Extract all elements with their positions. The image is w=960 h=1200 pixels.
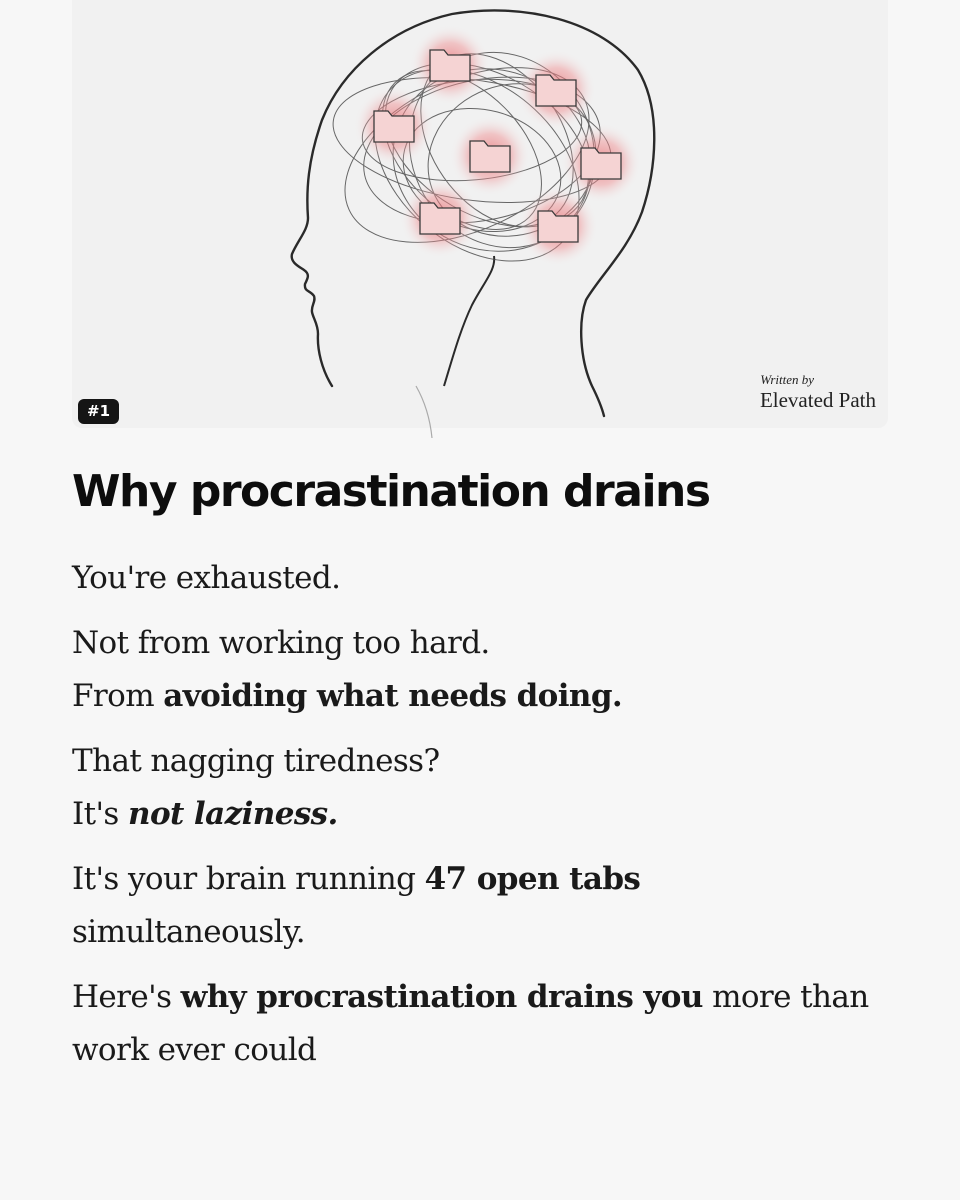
folder-icon bbox=[518, 186, 598, 266]
paragraph-3-line-2-prefix: It's bbox=[72, 796, 128, 832]
paragraph-4 bbox=[72, 853, 892, 959]
post-number-badge: #1 bbox=[78, 399, 119, 424]
paragraph-5-emphasis: why procrastination drains you bbox=[180, 979, 703, 1015]
paragraph-1-text: You're exhausted. bbox=[72, 560, 341, 596]
paragraph-4-prefix: It's your brain running bbox=[72, 861, 425, 897]
folder-icon bbox=[354, 86, 434, 166]
credit-name: Elevated Path bbox=[759, 388, 876, 412]
hero-illustration bbox=[72, 0, 888, 428]
page-title: Why procrastination drains bbox=[72, 466, 710, 517]
paragraph-1 bbox=[72, 552, 892, 605]
paragraph-5 bbox=[72, 971, 892, 1077]
folder-icon bbox=[516, 50, 596, 130]
paragraph-3-line-1: That nagging tiredness? bbox=[72, 743, 440, 779]
shadow-line bbox=[416, 386, 432, 438]
paragraph-3 bbox=[72, 735, 892, 841]
neck-line bbox=[444, 256, 494, 386]
paragraph-4-emphasis: 47 open tabs bbox=[424, 861, 641, 897]
paragraph-2 bbox=[72, 617, 892, 723]
folder-icon bbox=[410, 25, 490, 105]
credit-prefix: Written by bbox=[760, 372, 814, 387]
paragraph-2-emphasis: avoiding what needs doing. bbox=[163, 678, 623, 714]
paragraph-5-prefix: Here's bbox=[72, 979, 181, 1015]
paragraph-2-line-1: Not from working too hard. bbox=[72, 625, 490, 661]
body-text bbox=[72, 552, 892, 1089]
folder-icon bbox=[400, 178, 480, 258]
paragraph-5-suffix: more than work ever could bbox=[72, 979, 869, 1068]
paragraph-3-emphasis: not laziness. bbox=[128, 796, 338, 832]
paragraph-4-suffix: simultaneously. bbox=[72, 914, 306, 950]
paragraph-2-line-2-prefix: From bbox=[72, 678, 164, 714]
folder-icon bbox=[450, 116, 530, 196]
author-credit bbox=[760, 372, 876, 413]
